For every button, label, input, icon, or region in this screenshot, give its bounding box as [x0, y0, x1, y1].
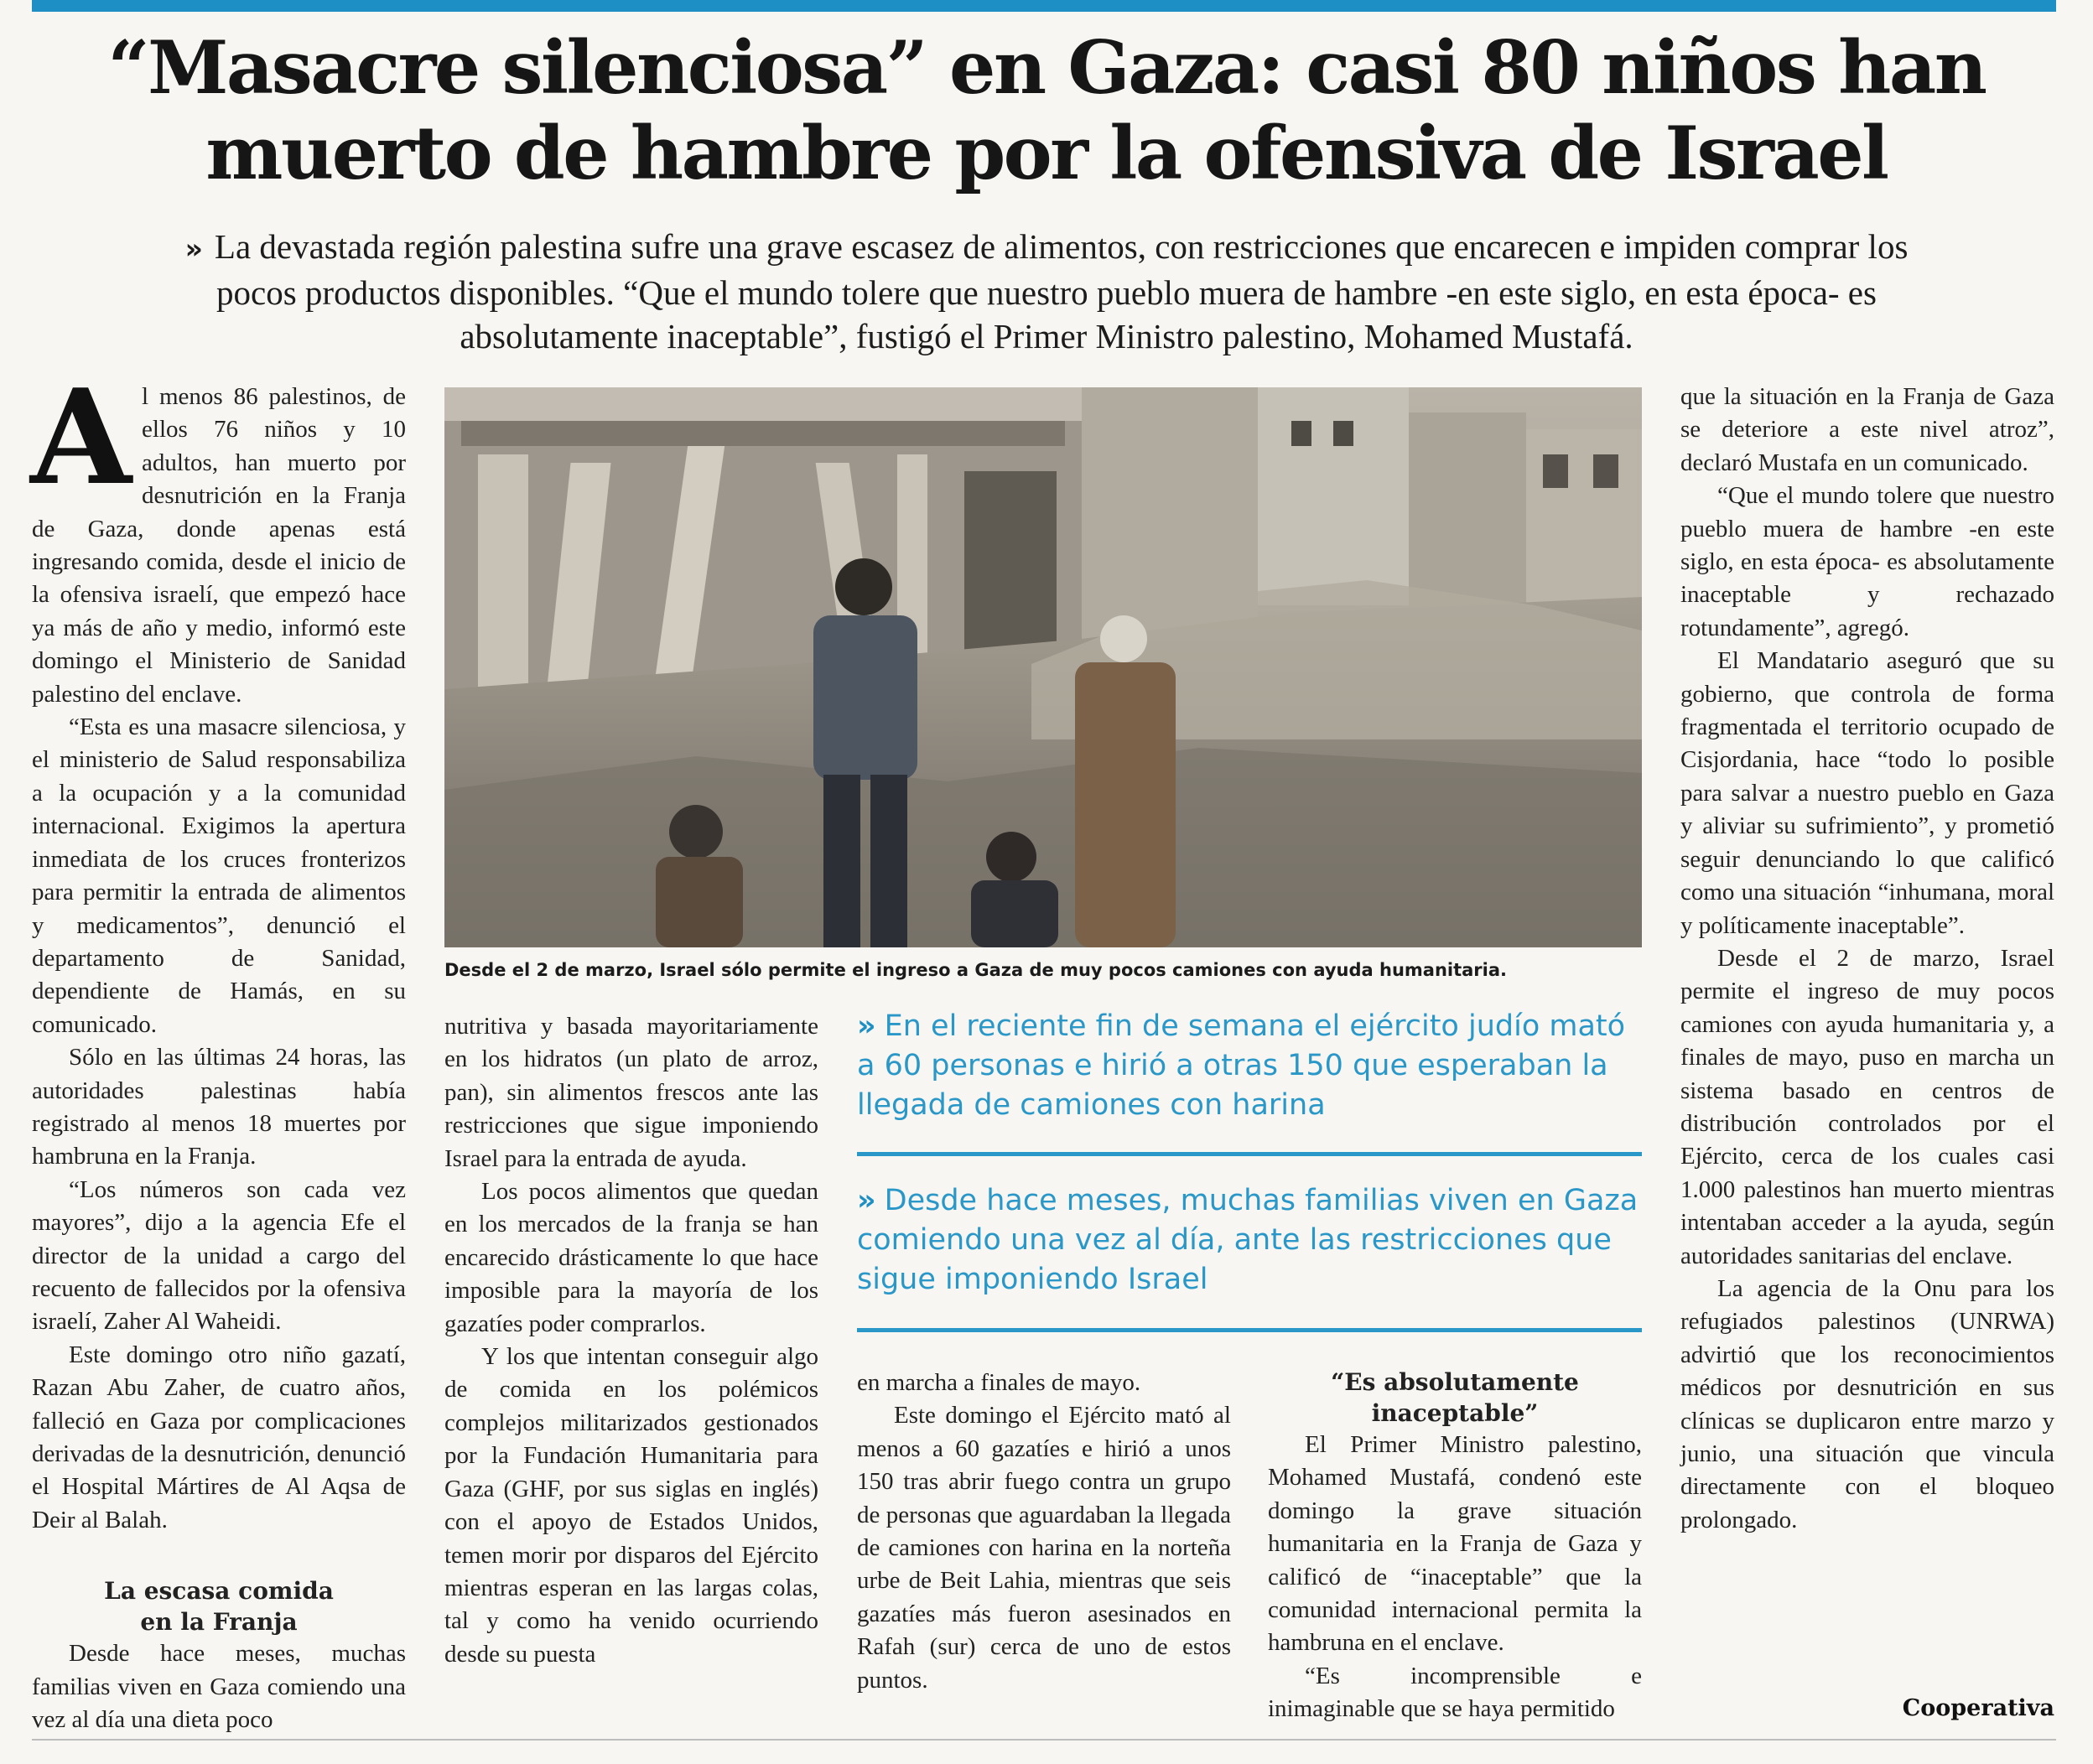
- deck-text: La devastada región palestina sufre una grave escasez de alimentos, con restricciones que encarecen e impiden comprar los pocos productos disponibles. “Que el mundo tolere que nuestro pueblo muera de hambre -en este siglo, en esta época- es absolutamente inaceptable”, fustigó el Primer Ministro palestino, Mohamed Mustafá.: [214, 227, 1909, 355]
- section-subhead: La escasa comida en la Franja: [104, 1577, 334, 1637]
- chevron-double-right-icon: »: [857, 1009, 876, 1043]
- paragraph: “Es incomprensible e inimaginable que se haya permitido: [1268, 1662, 1642, 1723]
- rubble-street-photo: [444, 387, 1642, 947]
- article-column-3: [857, 1367, 1231, 1697]
- headline-line-1: “Masacre silenciosa” en Gaza: casi 80 niños han: [107, 24, 1986, 111]
- pull-quote: » Desde hace meses, muchas familias viven en Gaza comiendo una vez al día, ante las restricciones que sigue imponiendo Israel: [857, 1184, 1639, 1296]
- chevron-double-right-icon: »: [184, 232, 203, 265]
- paragraph: La agencia de la Onu para los refugiados palestinos (UNRWA) advirtió que los reconocimientos médicos por desnutrición en sus clínicas se duplicaron entre marzo y junio, una situación que vincula directamente con el bloqueo prolongado.: [1680, 1274, 2054, 1533]
- section-subhead: “Es absolutamente inaceptable”: [1331, 1368, 1579, 1427]
- paragraph: Este domingo el Ejército mató al menos a 60 gazatíes e hirió a unos 150 tras abrir fuego contra un grupo de personas que aguardaban la llegada de camiones con harina en la norteña urbe de Beit Lahia, mientras que seis gazatíes más fueron asesinados en Rafah (sur) cerca de uno de estos puntos.: [857, 1402, 1231, 1694]
- paragraph: “Los números son cada vez mayores”, dijo a la agencia Efe el director de la unidad a cargo del recuento de fallecidos por la ofensiva israelí, Zaher Al Waheidi.: [32, 1175, 406, 1336]
- paragraph: Desde hace meses, muchas familias viven en Gaza comiendo una vez al día una dieta poco: [32, 1640, 406, 1734]
- chevron-double-right-icon: »: [857, 1184, 876, 1217]
- paragraph: Este domingo otro niño gazatí, Razan Abu Zaher, de cuatro años, falleció en Gaza por complicaciones derivadas de la desnutrición, denunció el Hospital Mártires de Al Aqsa de Deir al Balah.: [32, 1341, 406, 1533]
- pull-quote-divider: [857, 1152, 1642, 1156]
- paragraph: El Primer Ministro palestino, Mohamed Mustafá, condenó este domingo la grave situación humanitaria en la Franja de Gaza y calificó de “inaceptable” que la comunidad internacional permita la hambruna en el enclave.: [1268, 1431, 1642, 1657]
- byline-credit: Cooperativa: [1902, 1695, 2054, 1721]
- bottom-divider: [32, 1739, 2056, 1741]
- paragraph: Al menos 86 palestinos, de ellos 76 niños y 10 adultos, han muerto por desnutrición en la Franja de Gaza, donde apenas está ingresando comida, desde el inicio de la ofensiva israelí, que empezó hace ya más de año y medio, informó este domingo el Ministerio de Sanidad palestino del enclave.: [30, 361, 406, 708]
- paragraph: Y los que intentan conseguir algo de comida en los polémicos complejos militarizados gestionados por la Fundación Humanitaria para Gaza (GHF, por sus siglas en inglés) con el apoyo de Estados Unidos, temen morir por disparos del Ejército mientras esperan en las largas colas, tal y como ha venido ocurriendo desde su puesta: [444, 1343, 818, 1668]
- paragraph: “Que el mundo tolere que nuestro pueblo muera de hambre -en este siglo, en esta época- es absolutamente inaceptable y rechazado rotundamente”, agregó.: [1680, 482, 2054, 641]
- drop-cap: A: [30, 361, 132, 514]
- pull-quote-divider: [857, 1328, 1642, 1332]
- paragraph: Desde el 2 de marzo, Israel permite el ingreso de muy pocos camiones con ayuda humanitaria y, a finales de mayo, puso en marcha un sistema basado en centros de distribución controlados por el Ejército, cerca de los cuales casi 1.000 palestinos han muerto mientras intentaban acceder a la ayuda, según autoridades sanitarias del enclave.: [1680, 944, 2054, 1269]
- headline-line-2: muerto de hambre por la ofensiva de Israel: [205, 110, 1888, 196]
- paragraph: que la situación en la Franja de Gaza se deteriore a este nivel atroz”, declaró Mustafa en un comunicado.: [1680, 383, 2054, 476]
- article-column-5: [1680, 381, 2054, 1537]
- paragraph: Sólo en las últimas 24 horas, las autoridades palestinas había registrado al menos 18 muertes por hambruna en la Franja.: [32, 1044, 406, 1170]
- top-accent-bar: [32, 0, 2056, 12]
- headline: [59, 25, 2034, 196]
- photo-caption: Desde el 2 de marzo, Israel sólo permite el ingreso a Gaza de muy pocos camiones con ayuda humanitaria.: [444, 960, 1508, 980]
- paragraph: “Esta es una masacre silenciosa, y el ministerio de Salud responsabiliza a la ocupación y a la comunidad internacional. Exigimos la apertura inmediata de los cruces fronterizos para permitir la entrada de alimentos y medicamentos”, denunció el departamento de Sanidad, dependiente de Hamás, en su comunicado.: [32, 713, 406, 1038]
- article-column-4: [1268, 1367, 1642, 1726]
- article-column-1: [30, 361, 406, 1736]
- deck: [168, 225, 1925, 358]
- paragraph: Los pocos alimentos que quedan en los mercados de la franja se han encarecido drásticamente lo que hace imposible para la mayoría de los gazatíes poder comprarlos.: [444, 1178, 818, 1337]
- article-column-2: [444, 1010, 818, 1671]
- paragraph: El Mandatario aseguró que su gobierno, que controla de forma fragmentada el territorio ocupado de Cisjordania, hace “todo lo posible para salvar a nuestro pueblo en Gaza y aliviar su sufrimiento”, y prometió seguir denunciando lo que calificó como una situación “inhumana, moral y políticamente inaceptable”.: [1680, 647, 2054, 939]
- pull-quote: » En el reciente fin de semana el ejército judío mató a 60 personas e hirió a otras 150 que esperaban la llegada de camiones con harina: [857, 1009, 1626, 1122]
- news-photo: [444, 387, 1642, 947]
- paragraph: en marcha a finales de mayo.: [857, 1369, 1141, 1396]
- paragraph: nutritiva y basada mayoritariamente en los hidratos (un plato de arroz, pan), sin alimentos frescos ante las restricciones que sigue imponiendo Israel para la entrada de ayuda.: [444, 1013, 818, 1172]
